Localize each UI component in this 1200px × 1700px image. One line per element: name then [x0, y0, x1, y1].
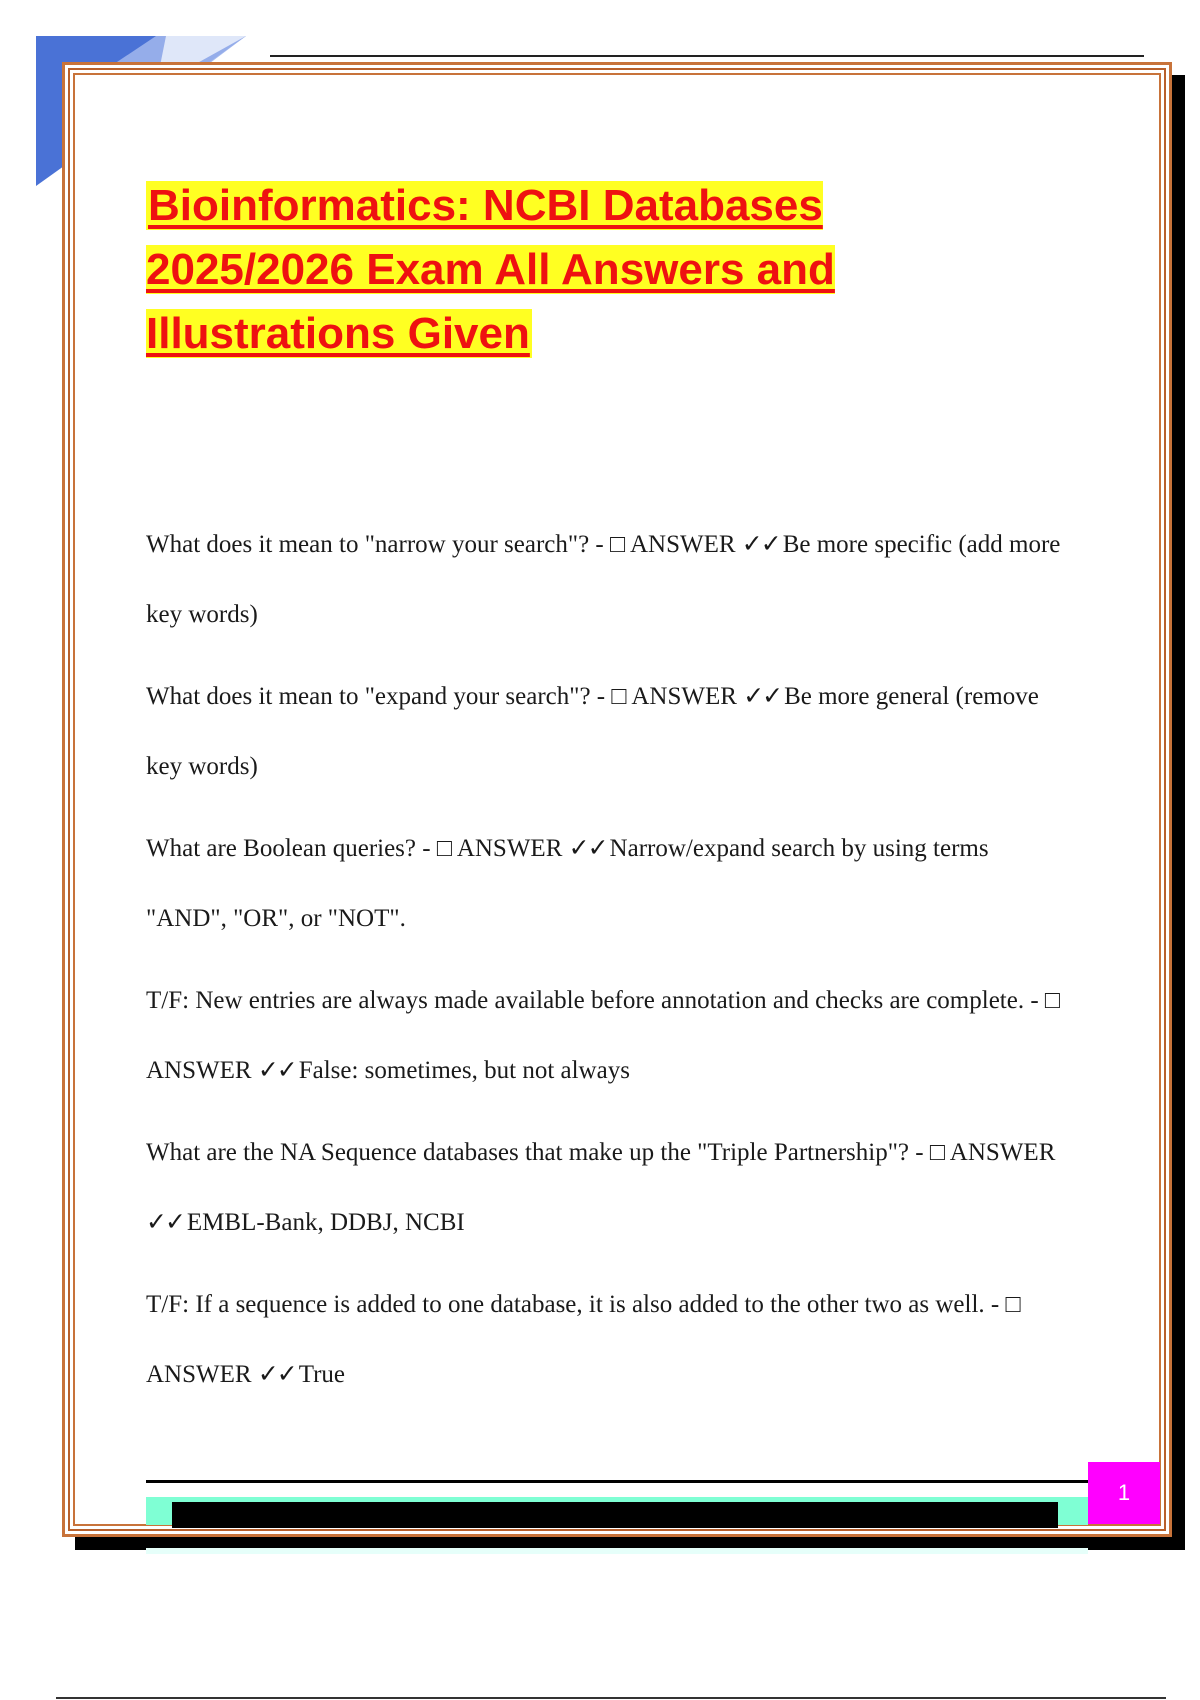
- footer-rule: [146, 1480, 1088, 1483]
- checkmark-icon: ✓✓: [743, 683, 782, 710]
- qa-question: T/F: New entries are always made available before annotation and checks are complete. -: [146, 987, 1045, 1014]
- page-number: 1: [1088, 1462, 1160, 1524]
- qa-question: What does it mean to "narrow your search"? -: [146, 531, 610, 558]
- footer-accent-strip: [146, 1548, 1088, 1554]
- qa-answer: False: sometimes, but not always: [298, 1057, 630, 1084]
- qa-answer: Narrow/expand search by using terms "AND", "OR", or "NOT".: [146, 835, 989, 932]
- qa-item: [146, 1270, 1066, 1410]
- checkmark-icon: ✓✓: [257, 1361, 296, 1388]
- answer-label: ANSWER: [146, 1361, 258, 1388]
- checkmark-icon: ✓✓: [568, 835, 607, 862]
- qa-answer: EMBL-Bank, DDBJ, NCBI: [186, 1209, 465, 1236]
- answer-marker-icon: □: [436, 835, 452, 862]
- qa-question: What does it mean to "expand your search"? -: [146, 683, 612, 710]
- qa-item: [146, 1118, 1066, 1258]
- qa-answer: Be more general (remove key words): [146, 683, 1039, 780]
- qa-list: [146, 510, 1066, 1422]
- answer-marker-icon: □: [1005, 1291, 1021, 1318]
- qa-item: [146, 966, 1066, 1106]
- answer-label: ANSWER: [626, 683, 744, 710]
- answer-marker-icon: □: [929, 1139, 945, 1166]
- answer-label: ANSWER: [146, 1057, 258, 1084]
- page-bottom-rule: [56, 1697, 1166, 1699]
- answer-label: ANSWER: [944, 1139, 1056, 1166]
- qa-question: T/F: If a sequence is added to one database, it is also added to the other two as well. -: [146, 1291, 1006, 1318]
- document-title-text: Bioinformatics: NCBI Databases 2025/2026 Exam All Answers and Illustrations Given: [146, 181, 835, 359]
- checkmark-icon: ✓✓: [257, 1057, 296, 1084]
- answer-marker-icon: □: [610, 531, 626, 558]
- qa-answer: True: [298, 1361, 346, 1388]
- answer-label: ANSWER: [451, 835, 569, 862]
- qa-item: [146, 662, 1066, 802]
- qa-question: What are the NA Sequence databases that make up the "Triple Partnership"? -: [146, 1139, 930, 1166]
- qa-answer: Be more specific (add more key words): [146, 531, 1061, 628]
- answer-label: ANSWER: [625, 531, 742, 558]
- answer-marker-icon: □: [611, 683, 627, 710]
- qa-question: What are Boolean queries? -: [146, 835, 437, 862]
- qa-item: [146, 510, 1066, 650]
- footer-dark-bar: [172, 1502, 1058, 1528]
- header-rule: [270, 55, 1144, 57]
- answer-marker-icon: □: [1044, 987, 1061, 1014]
- document-title: [146, 174, 946, 366]
- qa-item: [146, 814, 1066, 954]
- checkmark-icon: ✓✓: [741, 531, 780, 558]
- checkmark-icon: ✓✓: [146, 1209, 184, 1236]
